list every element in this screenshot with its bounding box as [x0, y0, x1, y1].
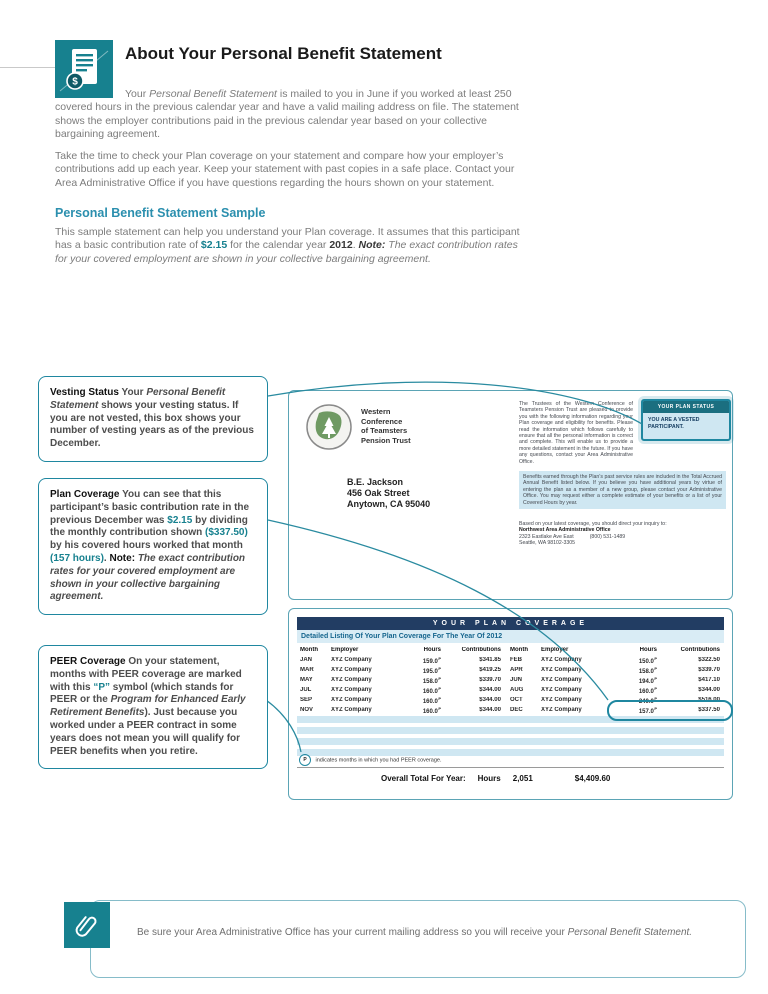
peer-mark: P: [654, 695, 657, 701]
hours-cell: $160.0^P$: [638, 685, 657, 695]
recipient-address: [347, 477, 430, 510]
employer-cell: XYZ Company: [541, 707, 582, 713]
table-row: [297, 675, 724, 685]
contrib-cell: $419.25: [479, 667, 501, 673]
inquiry-lead: Based on your latest coverage, you should direct your inquiry to:: [519, 521, 667, 527]
office-address-2: Seattle, WA 98102-3305: [519, 540, 576, 547]
sample-section-heading: Personal Benefit Statement Sample: [55, 206, 266, 220]
contrib-cell: $417.10: [698, 677, 720, 683]
column-header: Hours: [423, 647, 441, 653]
column-header: Employer: [331, 647, 359, 653]
month-cell: MAR: [300, 667, 314, 673]
employer-cell: XYZ Company: [331, 707, 372, 713]
hours-cell: $160.0^P$: [422, 695, 441, 705]
month-cell: FEB: [510, 657, 522, 663]
contrib-cell: $344.00: [479, 697, 501, 703]
header-rule: [0, 67, 55, 68]
mailing-note-text: Be sure your Area Administrative Office has your current mailing address so you will receive your Personal Benefit Statement.: [137, 927, 693, 938]
column-header: Contributions: [461, 647, 501, 653]
intro-paragraph-2: Take the time to check your Plan coverage on your statement and compare how your employer’s contributions add up each year. Keep your statement with past copies in a safe place. Contact your Area Administrative Office if you have questions regarding the hours shown on your statement.: [55, 150, 515, 189]
peer-mark: P: [654, 655, 657, 661]
callout-peer-coverage: [38, 645, 268, 769]
contrib-cell: $344.00: [698, 687, 720, 693]
contrib-cell: $322.50: [698, 657, 720, 663]
peer-footnote-text: indicates months in which you had PEER coverage.: [315, 757, 442, 764]
contrib-cell: $341.85: [479, 657, 501, 663]
peer-mark: P: [438, 665, 441, 671]
employer-cell: XYZ Company: [331, 667, 372, 673]
employer-cell: XYZ Company: [331, 657, 372, 663]
org-name-line: of Teamsters: [361, 426, 408, 435]
peer-footnote: [299, 754, 442, 766]
month-cell: AUG: [510, 687, 524, 693]
hours-cell: $158.0^P$: [422, 675, 441, 685]
total-hours-label: Hours: [477, 774, 501, 783]
peer-mark: P: [438, 685, 441, 691]
coverage-header-bar: YOUR PLAN COVERAGE: [297, 617, 724, 630]
peer-mark: P: [438, 655, 441, 661]
benefits-note: Benefits earned through the Plan’s past service rules are included in the Total Accrued Annual Benefit listed below. If you believe you have additional years by virtue of entering the plan as a member of a new group, please contact your Administrative Office. You may request either a complete estimate of your benefits or a list of your Covered Hours by year.: [519, 471, 726, 509]
employer-cell: XYZ Company: [331, 687, 372, 693]
intro-paragraph-1: Your Personal Benefit Statement is mailed to you in June if you worked at least 250 covered hours in the previous calendar year and have a valid mailing address on file. The statement shows the employer contributions paid in the previous calendar year based on your collective bargaining agreement.: [55, 88, 519, 141]
contrib-cell: $337.50: [698, 707, 720, 713]
employer-cell: XYZ Company: [331, 677, 372, 683]
table-row: [297, 685, 724, 695]
peer-mark: P: [654, 705, 657, 711]
org-name: [361, 407, 411, 445]
dec-highlight-oval: [607, 700, 733, 721]
column-header: Employer: [541, 647, 569, 653]
plan-status-header: YOUR PLAN STATUS: [643, 401, 729, 413]
month-cell: JUL: [300, 687, 312, 693]
employer-cell: XYZ Company: [541, 677, 582, 683]
hours-cell: $157.0^P$: [638, 705, 657, 715]
peer-mark: P: [438, 705, 441, 711]
coverage-table-header: [297, 645, 724, 655]
column-header: Hours: [639, 647, 657, 653]
plan-status-body: YOU ARE A VESTED PARTICIPANT.: [648, 417, 700, 430]
contrib-cell: $344.00: [479, 707, 501, 713]
paperclip-icon: [64, 902, 110, 948]
org-name-line: Western: [361, 407, 391, 416]
sample-statement-coverage: [288, 608, 733, 800]
pension-trust-logo-icon: [305, 403, 353, 451]
month-cell: JUN: [510, 677, 523, 683]
hours-cell: $194.0^P$: [638, 675, 657, 685]
hours-cell: $195.0^P$: [422, 665, 441, 675]
peer-mark: P: [438, 695, 441, 701]
employer-cell: XYZ Company: [541, 687, 582, 693]
month-cell: APR: [510, 667, 523, 673]
month-cell: MAY: [300, 677, 313, 683]
employer-cell: XYZ Company: [541, 697, 582, 703]
month-cell: JAN: [300, 657, 313, 663]
mailing-note-box: [90, 900, 746, 978]
month-cell: OCT: [510, 697, 523, 703]
sample-statement-letter: [288, 390, 733, 600]
column-header: Contributions: [680, 647, 720, 653]
org-name-line: Pension Trust: [361, 435, 411, 445]
hours-cell: $160.0^P$: [422, 685, 441, 695]
callout-text: PEER Coverage On your statement, months with PEER coverage are marked with this “P” symbol (which stands for PEER or the Program for Enhanced Early Retirement Benefits). Just because you worked under a PEER contract in some years does not mean you will qualify for PEER benefits when you retire.: [50, 656, 246, 757]
peer-mark: P: [654, 675, 657, 681]
callout-vesting-status: [38, 376, 268, 462]
recipient-line: Anytown, CA 95040: [347, 499, 431, 509]
page-title: About Your Personal Benefit Statement: [125, 44, 442, 63]
table-row: [297, 665, 724, 675]
column-header: Month: [300, 647, 318, 653]
peer-mark: P: [438, 675, 441, 681]
contrib-cell: $516.00: [698, 697, 720, 703]
peer-symbol-circle: P: [299, 754, 311, 766]
hours-cell: $160.0^P$: [422, 705, 441, 715]
employer-cell: XYZ Company: [541, 667, 582, 673]
contrib-cell: $339.70: [479, 677, 501, 683]
coverage-subtitle: Detailed Listing Of Your Plan Coverage For The Year Of 2012: [297, 630, 724, 643]
hours-cell: $150.0^P$: [638, 655, 657, 665]
month-cell: DEC: [510, 707, 523, 713]
plan-status-box: [641, 399, 731, 441]
peer-mark: P: [654, 665, 657, 671]
employer-cell: XYZ Company: [331, 697, 372, 703]
month-cell: NOV: [300, 707, 314, 713]
total-hours-value: 2,051: [512, 774, 533, 783]
month-cell: SEP: [300, 697, 313, 703]
table-row: [297, 655, 724, 665]
callout-plan-coverage: [38, 478, 268, 615]
recipient-line: B.E. Jackson: [347, 477, 404, 487]
sample-paragraph: This sample statement can help you understand your Plan coverage. It assumes that this participant has a basic contribution rate of $2.15 for the calendar year 2012. Note: The exact contribution rates for your covered employment are shown in your collective bargaining agreement.: [55, 226, 520, 265]
peer-mark: P: [654, 685, 657, 691]
hours-cell: $240.0^P$: [638, 695, 657, 705]
office-phone: (800) 531-1489: [589, 533, 626, 540]
inquiry-block: [519, 521, 719, 547]
callout-text: Vesting Status Your Personal Benefit Statement shows your vesting status. If you are not vested, this box shows your number of vesting years as of the previous December.: [50, 387, 254, 450]
hours-cell: $158.0^P$: [638, 665, 657, 675]
employer-cell: XYZ Company: [541, 657, 582, 663]
org-name-line: Conference: [361, 416, 403, 426]
hours-cell: $159.0^P$: [422, 655, 441, 665]
column-header: Month: [510, 647, 528, 653]
office-name: Northwest Area Administrative Office: [519, 527, 611, 534]
total-amount-value: $4,409.60: [574, 774, 611, 783]
contrib-cell: $344.00: [479, 687, 501, 693]
svg-text:$: $: [72, 76, 78, 88]
coverage-total: [297, 767, 724, 783]
callout-text: Plan Coverage You can see that this participant’s basic contribution rate in the previous December was $2.15 by dividing the monthly contribution shown ($337.50) by his covered hours worked that month (157 hours). Note: The exact contribution rates for your covered employment are shown in your collective bargaining agreement.: [50, 489, 250, 603]
letter-intro-text: The Trustees of the Western Conference of Teamsters Pension Trust are pleased to provide you with the following information regarding your Plan coverage and eligibility for benefits. Please read the information which follows carefully to ensure that all the personal information is correct and complete. This will enable us to provide a more detailed statement in the future. If you have any questions, contact your Area Administrative Office.: [519, 401, 633, 465]
office-address-1: 2323 Eastlake Ave East: [519, 533, 574, 540]
total-label: Overall Total For Year:: [381, 774, 466, 783]
recipient-line: 456 Oak Street: [347, 488, 410, 498]
contrib-cell: $339.70: [698, 667, 720, 673]
